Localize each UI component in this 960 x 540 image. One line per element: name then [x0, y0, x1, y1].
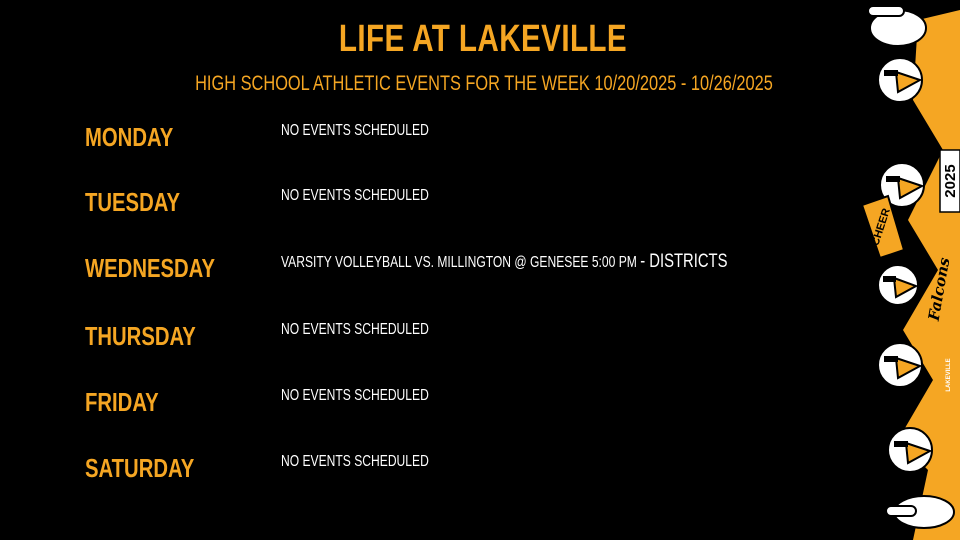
falcon-head-icon [888, 428, 932, 472]
day-label: THURSDAY [85, 321, 196, 351]
pointing-hand-icon [868, 6, 926, 46]
page-title: LIFE AT LAKEVILLE [338, 18, 628, 60]
schedule-row-saturday [0, 452, 860, 492]
day-label: TUESDAY [85, 187, 181, 217]
art-label-year: 2025 [942, 164, 959, 198]
event-text: NO EVENTS SCHEDULED [281, 321, 429, 338]
falcon-mascot-collage [858, 0, 960, 540]
event-text [281, 252, 728, 273]
event-text: NO EVENTS SCHEDULED [281, 387, 429, 404]
day-label: WEDNESDAY [85, 253, 215, 283]
schedule-row-thursday [0, 320, 860, 360]
art-label-cheer: CHEER [869, 206, 893, 248]
schedule-row-tuesday [0, 186, 860, 226]
event-description: VARSITY VOLLEYBALL VS. MILLINGTON @ GENESEE 5:00 PM [281, 254, 637, 271]
page-subtitle: HIGH SCHOOL ATHLETIC EVENTS FOR THE WEEK 10/20/2025 - 10/26/2025 [195, 72, 773, 95]
schedule-row-friday [0, 386, 860, 426]
art-label-falcons: Falcons [924, 256, 954, 323]
day-label: FRIDAY [85, 387, 159, 417]
day-label: SATURDAY [85, 453, 195, 483]
event-suffix: - DISTRICTS [640, 251, 728, 272]
day-label: MONDAY [85, 122, 174, 152]
event-text: NO EVENTS SCHEDULED [281, 122, 429, 139]
falcon-head-icon [878, 265, 918, 305]
art-label-lakeville: LAKEVILLE [946, 358, 952, 392]
falcon-head-icon [878, 58, 922, 102]
falcon-head-icon [878, 343, 922, 387]
pointing-hand-icon [886, 496, 954, 528]
event-text: NO EVENTS SCHEDULED [281, 187, 429, 204]
schedule-row-wednesday [0, 252, 860, 292]
event-text: NO EVENTS SCHEDULED [281, 453, 429, 470]
schedule-row-monday [0, 121, 860, 161]
